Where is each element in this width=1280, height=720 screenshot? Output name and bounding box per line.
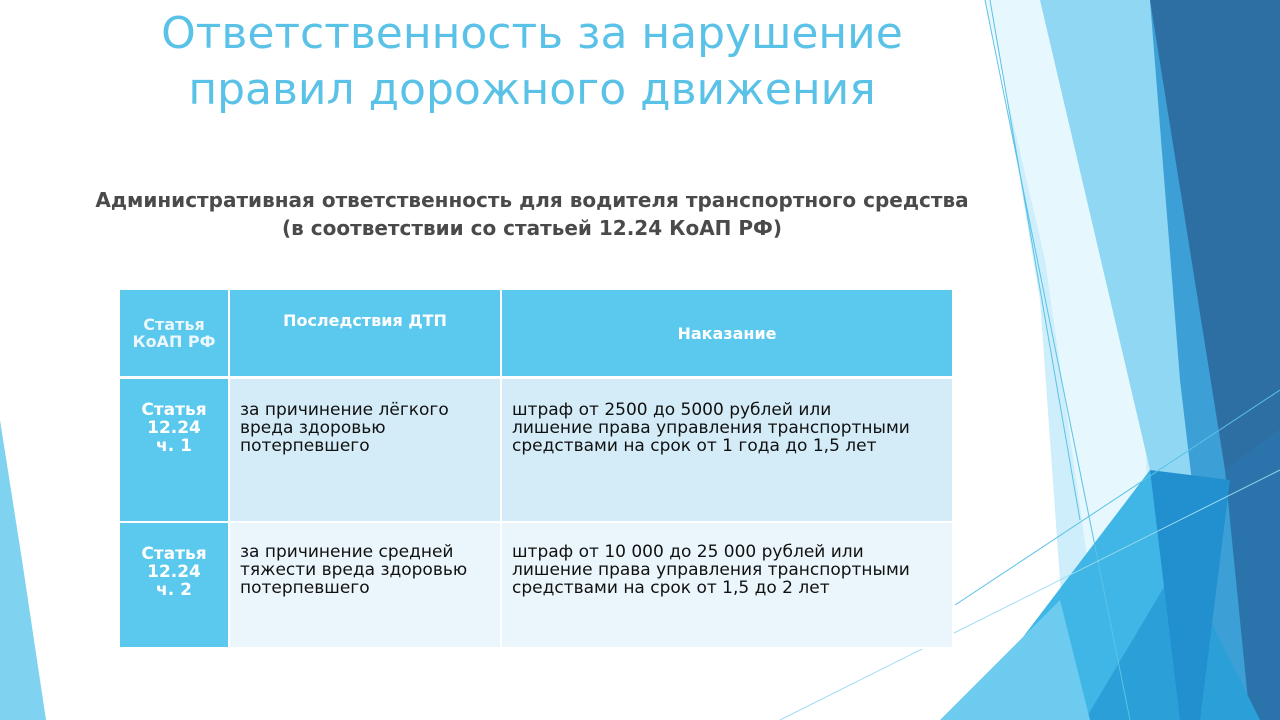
punishment-line: лишение права управления транспортными: [512, 418, 910, 438]
punishment-line: средствами на срок от 1,5 до 2 лет: [512, 578, 830, 598]
article-line: ч. 1: [156, 436, 192, 456]
consequence-line: вреда здоровью: [240, 418, 386, 438]
slide-subtitle: [60, 186, 1004, 242]
header-article-line: Статья: [143, 315, 205, 334]
punishment-line: лишение права управления транспортными: [512, 560, 910, 580]
table-row: [120, 522, 953, 648]
slide-title-line: Ответственность за нарушение: [161, 8, 903, 59]
slide-title-line: правил дорожного движения: [188, 64, 876, 115]
article-cell: [120, 378, 229, 523]
consequence-line: за причинение лёгкого: [240, 400, 449, 420]
article-line: Статья: [141, 400, 207, 420]
slide-subtitle-line: (в соответствии со статьей 12.24 КоАП РФ): [282, 216, 782, 240]
table-row: [120, 378, 953, 523]
header-punishment: Наказание: [501, 290, 953, 378]
slide-subtitle-line: Административная ответственность для водителя транспортного средства: [95, 188, 969, 212]
article-cell: [120, 522, 229, 648]
consequence-line: за причинение средней: [240, 542, 454, 562]
article-line: Статья: [141, 544, 207, 564]
punishment-cell: [501, 522, 953, 648]
consequence-cell: [229, 522, 501, 648]
penalty-table: [120, 290, 954, 649]
article-line: 12.24: [147, 562, 201, 582]
article-line: 12.24: [147, 418, 201, 438]
table-header-row: [120, 290, 953, 378]
punishment-cell: [501, 378, 953, 523]
consequence-cell: [229, 378, 501, 523]
slide-title: [120, 6, 944, 118]
punishment-line: штраф от 10 000 до 25 000 рублей или: [512, 542, 864, 562]
consequence-line: потерпевшего: [240, 436, 370, 456]
consequence-line: потерпевшего: [240, 578, 370, 598]
punishment-line: штраф от 2500 до 5000 рублей или: [512, 400, 832, 420]
header-article: [120, 290, 229, 378]
punishment-line: средствами на срок от 1 года до 1,5 лет: [512, 436, 877, 456]
article-line: ч. 2: [156, 580, 192, 600]
consequence-line: тяжести вреда здоровью: [240, 560, 468, 580]
header-consequences: Последствия ДТП: [229, 290, 501, 378]
header-article-line: КоАП РФ: [132, 332, 216, 351]
